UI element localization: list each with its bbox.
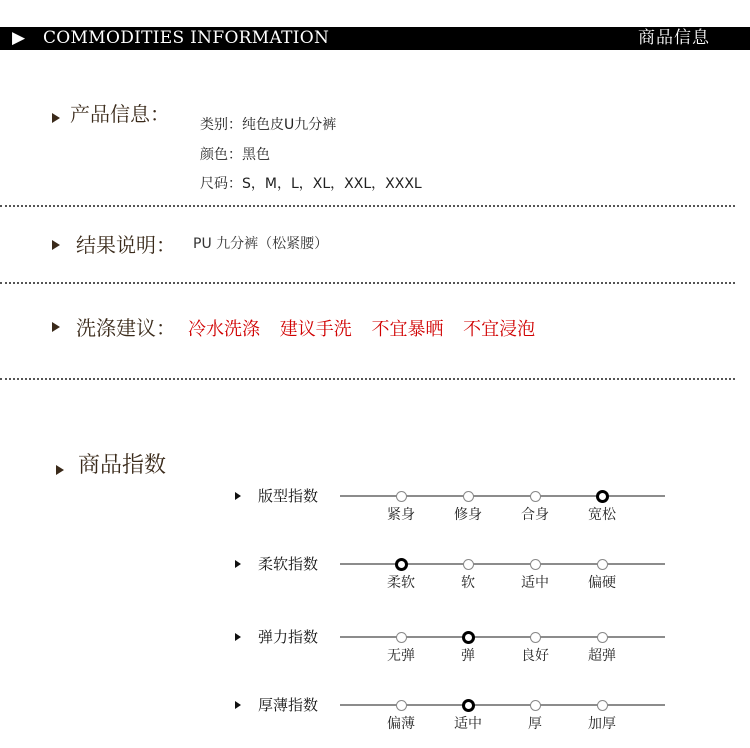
bullet-arrow-icon — [52, 240, 60, 250]
scale-point — [597, 700, 608, 711]
bullet-arrow-icon — [52, 113, 60, 123]
bullet-arrow-icon — [56, 465, 64, 475]
scale-option-label: 无弹 — [387, 648, 415, 664]
scale-point-selected — [462, 631, 475, 644]
scale-option-label: 超弹 — [588, 648, 616, 664]
header-title-en: COMMODITIES INFORMATION — [43, 28, 330, 48]
scale-option-label: 良好 — [521, 648, 549, 664]
scale-point-selected — [596, 490, 609, 503]
row-bullet-icon — [235, 633, 241, 641]
divider — [0, 282, 735, 284]
scale-point-selected — [462, 699, 475, 712]
washing-heading: 洗涤建议： — [76, 316, 176, 340]
index-row-label: 厚薄指数 — [258, 696, 319, 714]
product-category: 类别：纯色皮U九分裤 — [200, 117, 337, 133]
scale-point-selected — [395, 558, 408, 571]
scale-point — [597, 559, 608, 570]
scale-option-label: 偏硬 — [588, 575, 616, 591]
play-arrow-icon: ▶ — [12, 28, 26, 48]
scale-option-label: 宽松 — [588, 507, 616, 523]
row-bullet-icon — [235, 701, 241, 709]
scale-option-label: 修身 — [454, 507, 482, 523]
scale-option-label: 适中 — [454, 716, 482, 732]
header-bar — [0, 27, 750, 50]
header-title-cn: 商品信息 — [638, 28, 710, 48]
scale-option-label: 柔软 — [387, 575, 415, 591]
index-scale-line — [340, 563, 665, 565]
scale-point — [597, 632, 608, 643]
structure-heading: 结果说明： — [76, 233, 176, 257]
structure-value: PU 九分裤（松紧腰） — [193, 236, 329, 252]
index-scale-line — [340, 636, 665, 638]
scale-option-label: 合身 — [521, 507, 549, 523]
scale-option-label: 软 — [461, 575, 475, 591]
scale-point — [530, 559, 541, 570]
divider — [0, 205, 735, 207]
scale-point — [530, 632, 541, 643]
index-row-label: 版型指数 — [258, 487, 319, 505]
index-scale-line — [340, 704, 665, 706]
index-heading: 商品指数 — [78, 453, 167, 478]
bullet-arrow-icon — [52, 322, 60, 332]
row-bullet-icon — [235, 492, 241, 500]
scale-point — [463, 491, 474, 502]
row-bullet-icon — [235, 560, 241, 568]
index-scale-line — [340, 495, 665, 497]
scale-point — [396, 700, 407, 711]
scale-option-label: 适中 — [521, 575, 549, 591]
product-info-heading: 产品信息： — [70, 102, 170, 126]
scale-point — [530, 700, 541, 711]
scale-option-label: 厚 — [528, 716, 542, 732]
scale-point — [396, 491, 407, 502]
scale-point — [396, 632, 407, 643]
index-row-label: 弹力指数 — [258, 628, 319, 646]
scale-option-label: 紧身 — [387, 507, 415, 523]
washing-advice: 冷水洗涤 建议手洗 不宜暴晒 不宜浸泡 — [188, 319, 536, 340]
scale-option-label: 偏薄 — [387, 716, 415, 732]
scale-point — [463, 559, 474, 570]
scale-point — [530, 491, 541, 502]
divider — [0, 378, 735, 380]
scale-option-label: 加厚 — [588, 716, 616, 732]
index-row-label: 柔软指数 — [258, 555, 319, 573]
product-size: 尺码：S，M，L，XL，XXL，XXXL — [200, 176, 422, 192]
scale-option-label: 弹 — [461, 648, 475, 664]
product-color: 颜色：黑色 — [200, 147, 270, 163]
